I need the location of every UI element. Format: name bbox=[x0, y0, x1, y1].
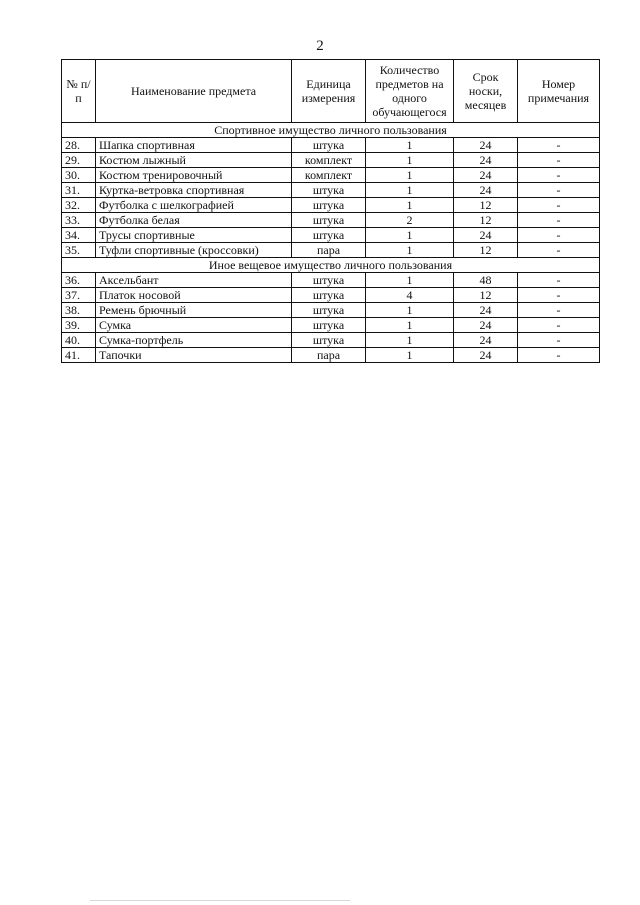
cell-num: 35. bbox=[62, 243, 96, 258]
cell-unit: штука bbox=[292, 183, 366, 198]
cell-unit: штука bbox=[292, 228, 366, 243]
scan-artifact-line bbox=[90, 900, 350, 901]
cell-note: - bbox=[518, 138, 600, 153]
cell-qty: 1 bbox=[366, 183, 454, 198]
table-row bbox=[62, 183, 600, 198]
cell-note: - bbox=[518, 333, 600, 348]
header-name: Наименование предмета bbox=[96, 60, 292, 123]
cell-num: 29. bbox=[62, 153, 96, 168]
cell-name: Платок носовой bbox=[96, 288, 292, 303]
header-note: Номер примечания bbox=[518, 60, 600, 123]
header-qty: Количество предметов на одного обучающегося bbox=[366, 60, 454, 123]
cell-term: 24 bbox=[454, 153, 518, 168]
cell-note: - bbox=[518, 228, 600, 243]
cell-term: 24 bbox=[454, 228, 518, 243]
table-row bbox=[62, 138, 600, 153]
cell-num: 36. bbox=[62, 273, 96, 288]
table-body bbox=[62, 123, 600, 363]
table-row bbox=[62, 168, 600, 183]
cell-unit: штука bbox=[292, 198, 366, 213]
cell-term: 24 bbox=[454, 348, 518, 363]
cell-name: Тапочки bbox=[96, 348, 292, 363]
cell-note: - bbox=[518, 153, 600, 168]
cell-note: - bbox=[518, 168, 600, 183]
cell-note: - bbox=[518, 243, 600, 258]
table-row bbox=[62, 348, 600, 363]
cell-name: Куртка-ветровка спортивная bbox=[96, 183, 292, 198]
cell-name: Ремень брючный bbox=[96, 303, 292, 318]
items-table bbox=[61, 59, 600, 363]
cell-unit: штука bbox=[292, 288, 366, 303]
cell-qty: 2 bbox=[366, 213, 454, 228]
cell-num: 34. bbox=[62, 228, 96, 243]
cell-qty: 1 bbox=[366, 243, 454, 258]
header-unit: Единица измерения bbox=[292, 60, 366, 123]
cell-num: 33. bbox=[62, 213, 96, 228]
cell-unit: штука bbox=[292, 318, 366, 333]
page-number: 2 bbox=[316, 38, 324, 54]
table-row bbox=[62, 333, 600, 348]
cell-unit: комплект bbox=[292, 168, 366, 183]
cell-num: 37. bbox=[62, 288, 96, 303]
table-row bbox=[62, 228, 600, 243]
cell-term: 12 bbox=[454, 288, 518, 303]
cell-unit: комплект bbox=[292, 153, 366, 168]
cell-num: 39. bbox=[62, 318, 96, 333]
table-row bbox=[62, 318, 600, 333]
cell-term: 24 bbox=[454, 168, 518, 183]
cell-term: 12 bbox=[454, 198, 518, 213]
header-num: № п/п bbox=[62, 60, 96, 123]
cell-name: Аксельбант bbox=[96, 273, 292, 288]
table-row bbox=[62, 303, 600, 318]
table-row bbox=[62, 243, 600, 258]
table-row bbox=[62, 288, 600, 303]
cell-name: Костюм тренировочный bbox=[96, 168, 292, 183]
cell-note: - bbox=[518, 213, 600, 228]
cell-name: Костюм лыжный bbox=[96, 153, 292, 168]
cell-term: 24 bbox=[454, 318, 518, 333]
cell-qty: 1 bbox=[366, 348, 454, 363]
cell-name: Сумка-портфель bbox=[96, 333, 292, 348]
cell-num: 30. bbox=[62, 168, 96, 183]
cell-name: Футболка с шелкографией bbox=[96, 198, 292, 213]
cell-qty: 1 bbox=[366, 318, 454, 333]
cell-unit: штука bbox=[292, 213, 366, 228]
cell-note: - bbox=[518, 198, 600, 213]
cell-name: Туфли спортивные (кроссовки) bbox=[96, 243, 292, 258]
header-term: Срок носки, месяцев bbox=[454, 60, 518, 123]
cell-num: 41. bbox=[62, 348, 96, 363]
cell-num: 28. bbox=[62, 138, 96, 153]
table-header bbox=[62, 60, 600, 123]
cell-term: 48 bbox=[454, 273, 518, 288]
cell-name: Трусы спортивные bbox=[96, 228, 292, 243]
cell-note: - bbox=[518, 273, 600, 288]
cell-name: Шапка спортивная bbox=[96, 138, 292, 153]
cell-term: 12 bbox=[454, 213, 518, 228]
table-row bbox=[62, 273, 600, 288]
cell-num: 38. bbox=[62, 303, 96, 318]
cell-unit: штука bbox=[292, 273, 366, 288]
cell-unit: пара bbox=[292, 243, 366, 258]
cell-qty: 1 bbox=[366, 273, 454, 288]
cell-note: - bbox=[518, 183, 600, 198]
cell-term: 12 bbox=[454, 243, 518, 258]
section-title: Иное вещевое имущество личного пользования bbox=[62, 258, 600, 273]
table-row bbox=[62, 153, 600, 168]
cell-term: 24 bbox=[454, 333, 518, 348]
table-row bbox=[62, 213, 600, 228]
section-row bbox=[62, 123, 600, 138]
cell-term: 24 bbox=[454, 303, 518, 318]
cell-unit: пара bbox=[292, 348, 366, 363]
cell-term: 24 bbox=[454, 138, 518, 153]
cell-qty: 1 bbox=[366, 303, 454, 318]
cell-note: - bbox=[518, 303, 600, 318]
cell-note: - bbox=[518, 288, 600, 303]
cell-unit: штука bbox=[292, 138, 366, 153]
section-title: Спортивное имущество личного пользования bbox=[62, 123, 600, 138]
cell-qty: 1 bbox=[366, 333, 454, 348]
cell-qty: 4 bbox=[366, 288, 454, 303]
cell-unit: штука bbox=[292, 333, 366, 348]
cell-note: - bbox=[518, 318, 600, 333]
cell-num: 31. bbox=[62, 183, 96, 198]
cell-name: Сумка bbox=[96, 318, 292, 333]
cell-name: Футболка белая bbox=[96, 213, 292, 228]
cell-unit: штука bbox=[292, 303, 366, 318]
cell-num: 32. bbox=[62, 198, 96, 213]
cell-qty: 1 bbox=[366, 168, 454, 183]
section-row bbox=[62, 258, 600, 273]
cell-qty: 1 bbox=[366, 138, 454, 153]
cell-term: 24 bbox=[454, 183, 518, 198]
cell-qty: 1 bbox=[366, 198, 454, 213]
cell-note: - bbox=[518, 348, 600, 363]
table-row bbox=[62, 198, 600, 213]
cell-qty: 1 bbox=[366, 228, 454, 243]
cell-num: 40. bbox=[62, 333, 96, 348]
cell-qty: 1 bbox=[366, 153, 454, 168]
